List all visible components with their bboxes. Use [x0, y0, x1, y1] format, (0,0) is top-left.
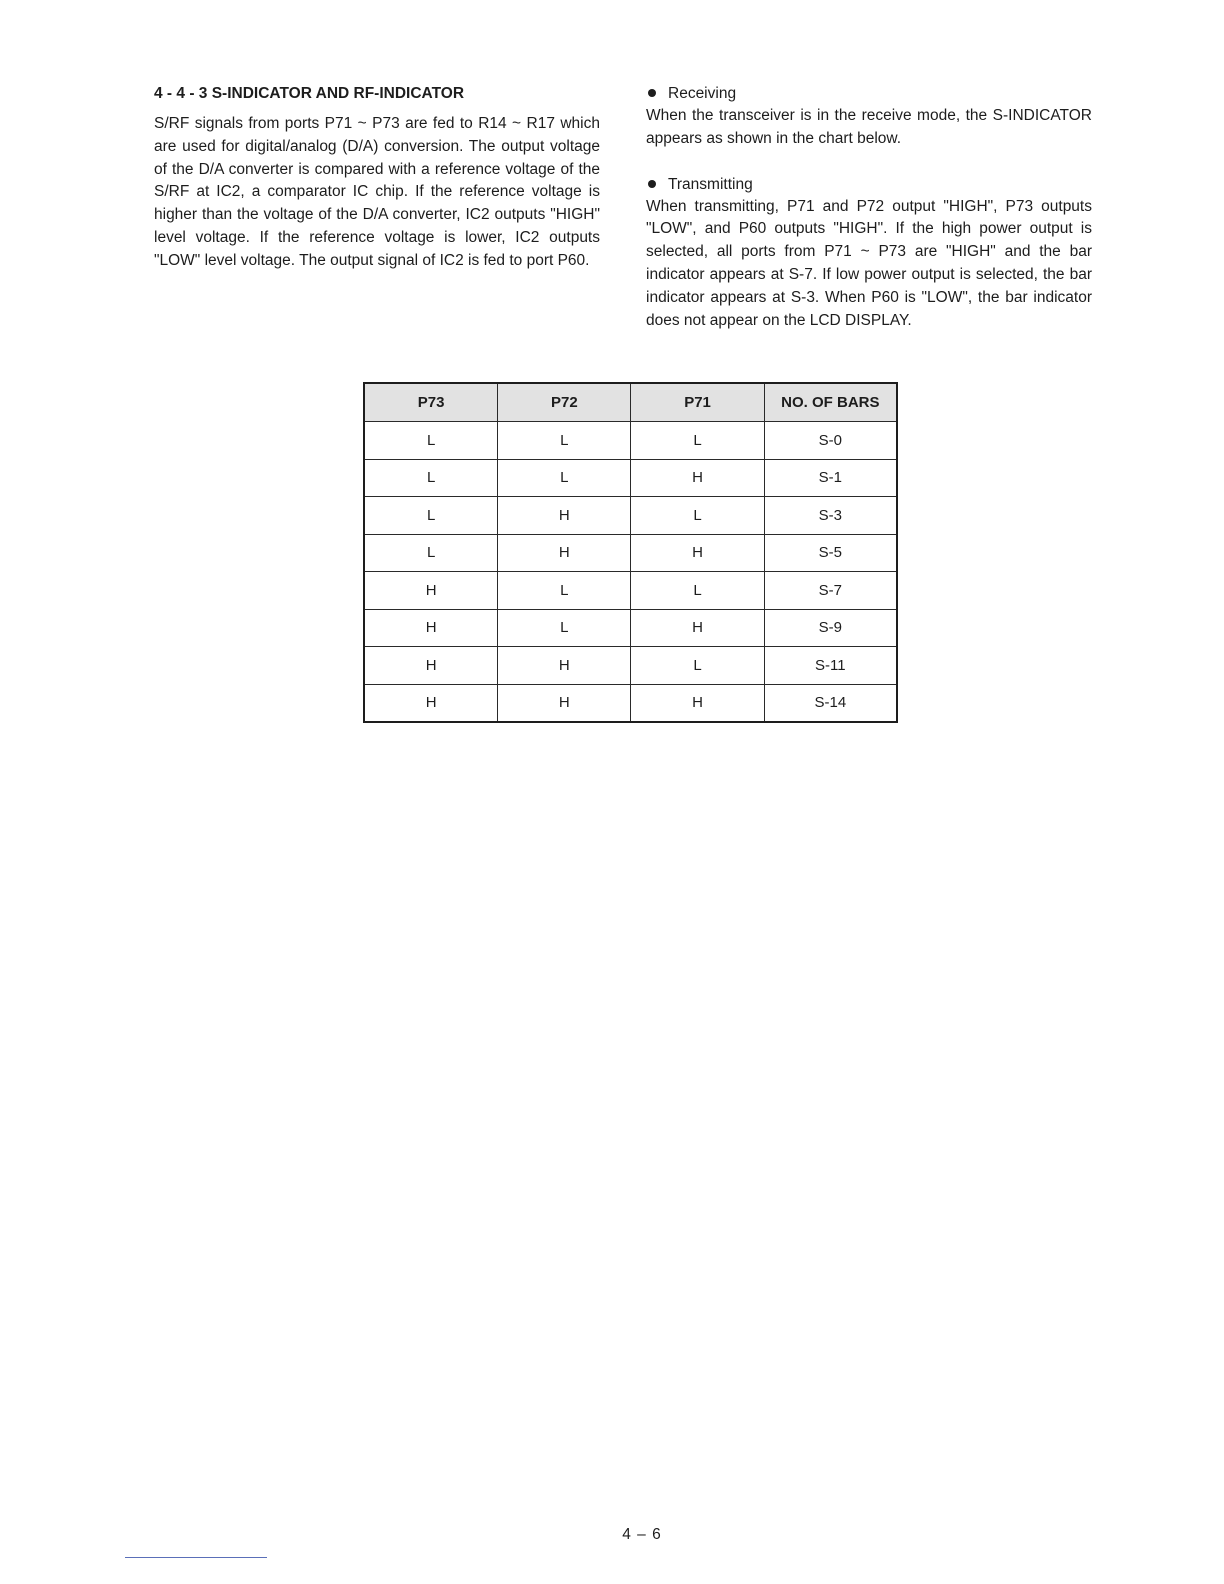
cell-p73: L [364, 534, 498, 572]
spacer [646, 151, 1092, 174]
right-column [646, 83, 1092, 332]
header-no-of-bars: NO. OF BARS [764, 383, 897, 422]
cell-p71: L [631, 497, 764, 535]
table-row [364, 497, 897, 535]
cell-p71: H [631, 534, 764, 572]
cell-p72: H [498, 647, 631, 685]
cell-p73: H [364, 572, 498, 610]
section-body: S/RF signals from ports P71 ~ P73 are fed to R14 ~ R17 which are used for digital/analog (D/A) conversion. The output voltage of the D/A converter is compared with a reference voltage of the S/RF at IC2, a comparator IC chip. If the reference voltage is higher than the voltage of the D/A converter, IC2 outputs "HIGH" level voltage. If the reference voltage is lower, IC2 outputs "LOW" level voltage. The output signal of IC2 is fed to port P60. [154, 115, 600, 269]
cell-p72: H [498, 497, 631, 535]
cell-p71: H [631, 459, 764, 497]
cell-p73: L [364, 497, 498, 535]
footer-divider [125, 1557, 267, 1558]
transmitting-heading [646, 174, 1092, 196]
cell-bars: S-3 [764, 497, 897, 535]
bullet-icon [648, 180, 656, 188]
cell-p73: H [364, 609, 498, 647]
cell-bars: S-7 [764, 572, 897, 610]
cell-p72: L [498, 422, 631, 460]
cell-bars: S-1 [764, 459, 897, 497]
cell-bars: S-0 [764, 422, 897, 460]
cell-p73: H [364, 684, 498, 722]
receiving-title: Receiving [668, 85, 737, 102]
receiving-heading [646, 83, 1092, 105]
receiving-body: When the transceiver is in the receive mode, the S-INDICATOR appears as shown in the chart below. [646, 107, 1092, 147]
cell-p72: L [498, 459, 631, 497]
table-row [364, 459, 897, 497]
section-heading: 4 - 4 - 3 S-INDICATOR AND RF-INDICATOR [154, 85, 465, 102]
left-column [154, 83, 600, 273]
table-row [364, 422, 897, 460]
cell-p71: L [631, 572, 764, 610]
cell-p72: L [498, 572, 631, 610]
header-p71: P71 [631, 383, 764, 422]
s-indicator-table [363, 382, 898, 723]
bullet-icon [648, 89, 656, 97]
page-number: 4 – 6 [622, 1526, 662, 1543]
header-p72: P72 [498, 383, 631, 422]
cell-p71: H [631, 609, 764, 647]
cell-p73: L [364, 422, 498, 460]
cell-bars: S-11 [764, 647, 897, 685]
cell-p72: L [498, 609, 631, 647]
cell-bars: S-14 [764, 684, 897, 722]
cell-p71: L [631, 647, 764, 685]
table-row [364, 572, 897, 610]
transmitting-title: Transmitting [668, 175, 753, 193]
table-row [364, 534, 897, 572]
header-p73: P73 [364, 383, 498, 422]
cell-p71: H [631, 684, 764, 722]
cell-bars: S-9 [764, 609, 897, 647]
transmitting-body: When transmitting, P71 and P72 output "HIGH", P73 outputs "LOW", and P60 outputs "HIGH". If the high power output is selected, all ports from P71 ~ P73 are "HIGH" and the bar indicator appears at S-7. If low power output is selected, the bar indicator appears at S-3. When P60 is "LOW", the bar indicator does not appear on the LCD DISPLAY. [646, 197, 1092, 329]
cell-p72: H [498, 684, 631, 722]
cell-p73: L [364, 459, 498, 497]
table-header-row [364, 383, 897, 422]
cell-p73: H [364, 647, 498, 685]
table-row [364, 684, 897, 722]
cell-p72: H [498, 534, 631, 572]
cell-bars: S-5 [764, 534, 897, 572]
table-row [364, 647, 897, 685]
cell-p71: L [631, 422, 764, 460]
table-row [364, 609, 897, 647]
